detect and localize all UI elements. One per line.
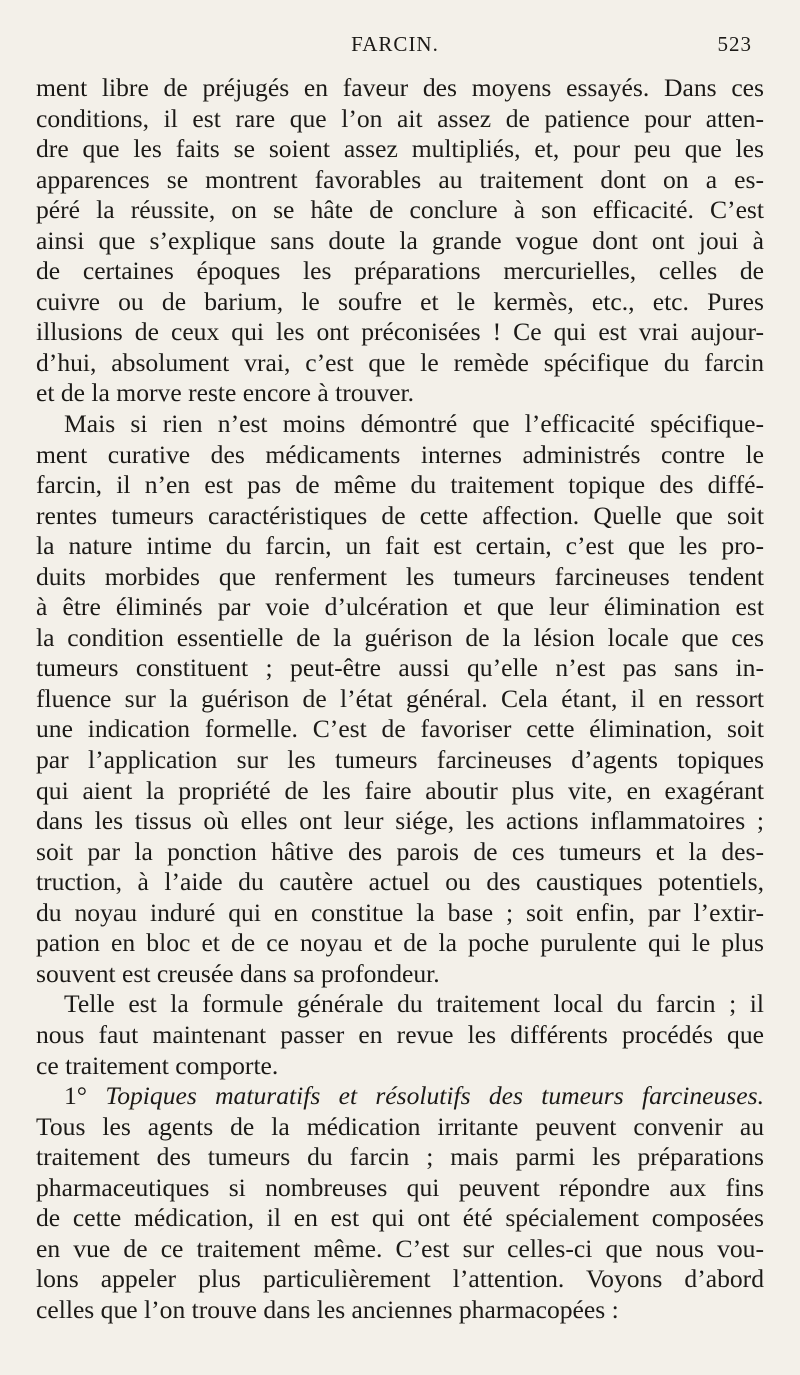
text-line: ainsi que s’explique sans doute la grande vogue dont ont joui à	[36, 225, 764, 255]
text-line: d’hui, absolument vrai, c’est que le remède spécifique du farcin	[36, 347, 764, 377]
text-line: traitement des tumeurs du farcin ; mais parmi les préparations	[36, 1142, 764, 1172]
text-line: Mais si rien n’est moins démontré que l’efficacité spécifique-	[64, 409, 764, 439]
text-line: illusions de ceux qui les ont préconisées ! Ce qui est vrai aujour-	[36, 317, 764, 347]
text-line: souvent est creusée dans sa profondeur.	[36, 958, 440, 988]
text-line: par l’application sur les tumeurs farcineuses d’agents topiques	[36, 745, 764, 775]
text-line: truction, à l’aide du cautère actuel ou des caustiques potentiels,	[36, 867, 764, 897]
text-line: fluence sur la guérison de l’état général. Cela étant, il en ressort	[36, 683, 764, 713]
text-line: conditions, il est rare que l’on ait assez de patience pour atten-	[36, 103, 764, 133]
running-header	[38, 32, 752, 60]
body-text	[36, 73, 764, 1325]
text-line: celles que l’on trouve dans les anciennes pharmacopées :	[36, 1294, 619, 1324]
text-line: du noyau induré qui en constitue la base ; soit enfin, par l’extir-	[36, 897, 764, 927]
text-line: cuivre ou de barium, le soufre et le kermès, etc., etc. Pures	[36, 286, 764, 316]
text-line: dre que les faits se soient assez multipliés, et, pour peu que les	[36, 134, 764, 164]
text-line: Telle est la formule générale du traitement local du farcin ; il	[64, 989, 764, 1019]
text-line: de cette médication, il en est qui ont été spécialement composées	[36, 1203, 764, 1233]
paragraph-2	[36, 409, 764, 989]
section-number: 1°	[64, 1081, 88, 1111]
text-line: de certaines époques les préparations mercurielles, celles de	[36, 256, 764, 286]
text-line: qui aient la propriété de les faire aboutir plus vite, en exagérant	[36, 775, 764, 805]
section-heading-line	[36, 1081, 764, 1112]
text-line: Tous les agents de la médication irritante peuvent convenir au	[36, 1111, 764, 1141]
paragraph-4	[36, 1081, 764, 1325]
text-line: une indication formelle. C’est de favoriser cette élimination, soit	[36, 714, 764, 744]
section-heading: Topiques maturatifs et résolutifs des tumeurs farcineuses.	[105, 1081, 764, 1111]
text-line: tumeurs constituent ; peut-être aussi qu’elle n’est pas sans in-	[36, 653, 764, 683]
text-line: en vue de ce traitement même. C’est sur celles-ci que nous vou-	[36, 1233, 764, 1263]
text-line: rentes tumeurs caractéristiques de cette affection. Quelle que soit	[36, 500, 764, 530]
text-line: soit par la ponction hâtive des parois de ces tumeurs et la des-	[36, 836, 764, 866]
text-line: et de la morve reste encore à trouver.	[36, 378, 415, 408]
text-line: duits morbides que renferment les tumeurs farcineuses tendent	[36, 561, 764, 591]
page-number: 523	[717, 32, 752, 56]
text-line: la nature intime du farcin, un fait est certain, c’est que les pro-	[36, 531, 764, 561]
text-line: apparences se montrent favorables au traitement dont on a es-	[36, 164, 764, 194]
paragraph-3	[36, 989, 764, 1081]
text-line: lons appeler plus particulièrement l’attention. Voyons d’abord	[36, 1264, 764, 1294]
paragraph-1	[36, 73, 764, 409]
text-line: nous faut maintenant passer en revue les différents procédés que	[36, 1019, 764, 1049]
text-line: ce traitement comporte.	[36, 1050, 279, 1080]
text-line: la condition essentielle de la guérison de la lésion locale que ces	[36, 622, 764, 652]
text-line: pharmaceutiques si nombreuses qui peuvent répondre aux fins	[36, 1172, 764, 1202]
text-line: à être éliminés par voie d’ulcération et que leur élimination est	[36, 592, 764, 622]
text-line: dans les tissus où elles ont leur siége, les actions inflammatoires ;	[36, 806, 764, 836]
text-line: pation en bloc et de ce noyau et de la poche purulente qui le plus	[36, 928, 764, 958]
text-line: ment curative des médicaments internes administrés contre le	[36, 439, 764, 469]
text-line: péré la réussite, on se hâte de conclure à son efficacité. C’est	[36, 195, 764, 225]
running-title: FARCIN.	[351, 32, 439, 56]
text-line: ment libre de préjugés en faveur des moyens essayés. Dans ces	[36, 73, 764, 102]
text-line: farcin, il n’en est pas de même du traitement topique des diffé-	[36, 470, 764, 500]
